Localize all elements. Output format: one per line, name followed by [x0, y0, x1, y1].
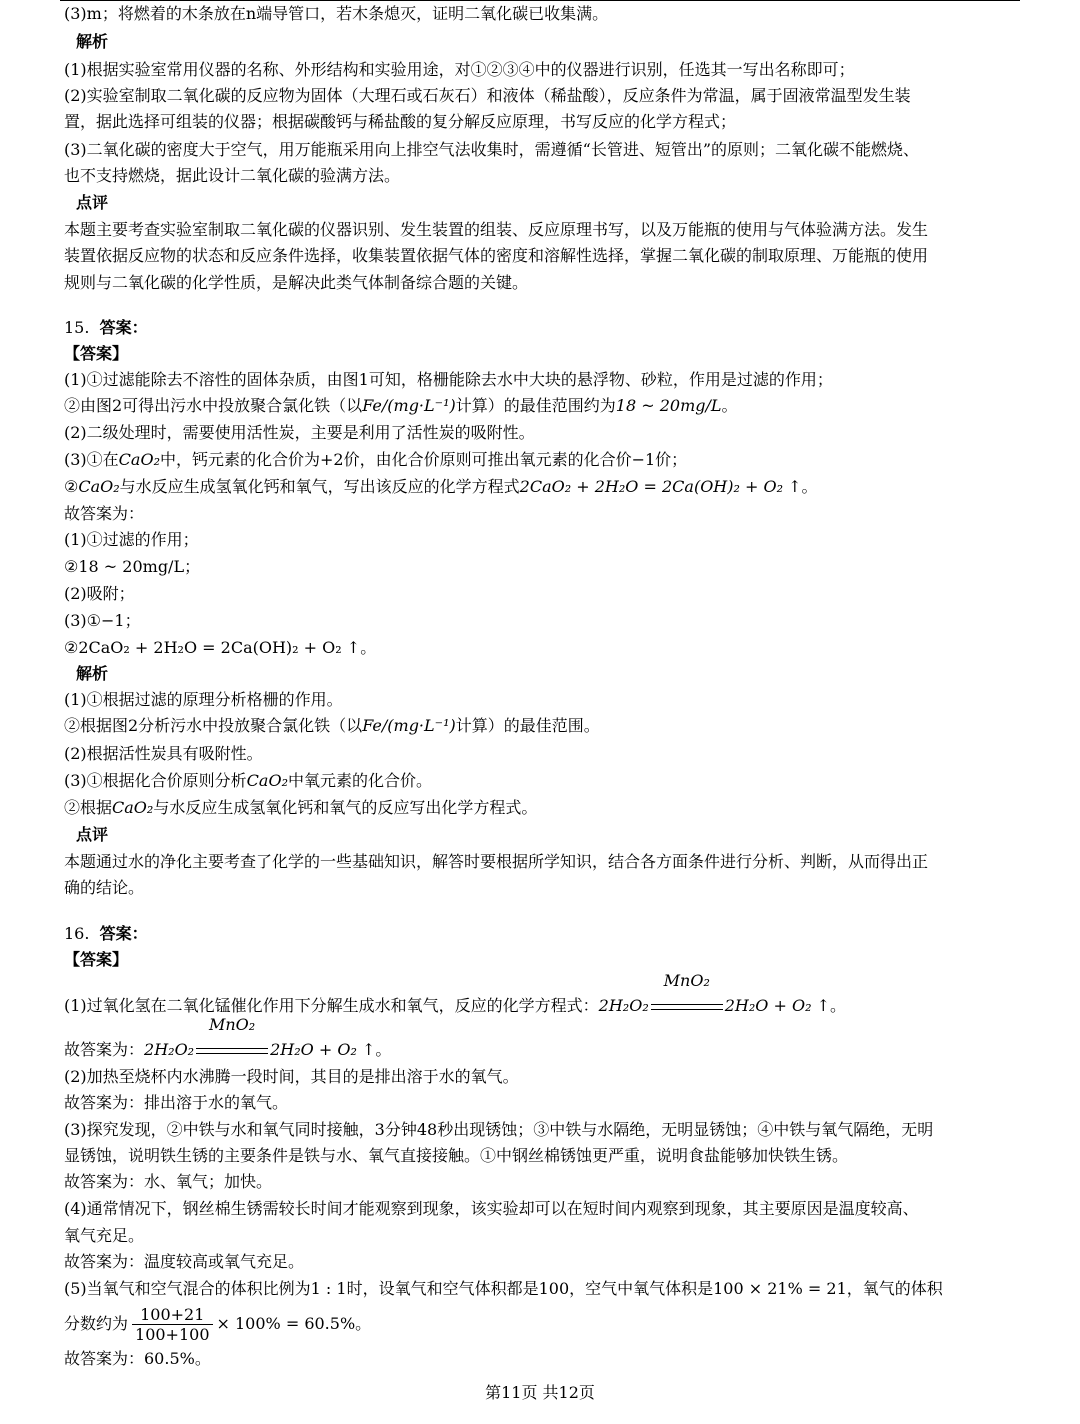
- products: 2H₂O + O₂ ↑: [724, 996, 831, 1015]
- q16-line-7: 故答案为：水、氧气；加快。: [64, 1172, 273, 1191]
- catalyst-label: MnO₂: [663, 970, 710, 990]
- q16-line-3: (2)加热至烧杯内水沸腾一段时间，其目的是排出溶于水的氧气。: [64, 1067, 519, 1086]
- q14-analysis-4: (3)二氧化碳的密度大于空气，用万能瓶采用向上排空气法收集时，需遵循“长管进、短管出”的原则；二氧化碳不能燃烧、: [64, 140, 920, 159]
- q16-line-9: 氧气充足。: [64, 1226, 145, 1245]
- q16-line-1: (1)过氧化氢在二氧化锰催化作用下分解生成水和氧气，反应的化学方程式：2H₂O₂ MnO₂ 2H₂O + O₂ ↑。: [64, 970, 847, 1015]
- q15-title: 答案：: [99, 318, 148, 337]
- best-range: 18 ~ 20mg/L: [615, 396, 722, 415]
- q15-so-answer: 故答案为：: [64, 504, 145, 523]
- fraction: [132, 1305, 212, 1344]
- unit-expression: Fe/(mg·L⁻¹): [362, 716, 456, 735]
- q16-line-4: 故答案为：排出溶于水的氧气。: [64, 1093, 289, 1112]
- catalyst-label: MnO₂: [208, 1014, 256, 1034]
- q15-answer-2: ②18 ~ 20mg/L；: [64, 557, 201, 576]
- q15-line-2: ②由图2可得出污水中投放聚合氯化铁（以Fe/(mg·L⁻¹)计算）的最佳范围约为18 ~ 20mg/L。: [64, 396, 738, 415]
- q15-analysis-3: (2)根据活性炭具有吸附性。: [64, 744, 263, 763]
- q15-analysis-4: (3)①根据化合价原则分析CaO₂中氧元素的化合价。: [64, 771, 432, 790]
- q15-line-4: (3)①在CaO₂中，钙元素的化合价为+2价，由化合价原则可推出氧元素的化合价−1价；: [64, 450, 688, 469]
- q14-analysis-3: 置，据此选择可组装的仪器；根据碳酸钙与稀盐酸的复分解反应原理，书写反应的化学方程式；: [64, 112, 737, 131]
- formula-cao2: CaO₂: [246, 771, 288, 790]
- q16-line-8: (4)通常情况下，钢丝棉生锈需较长时间才能观察到现象，该实验却可以在短时间内观察到现象，其主要原因是温度较高、: [64, 1199, 919, 1218]
- q15-analysis-2: ②根据图2分析污水中投放聚合氯化铁（以Fe/(mg·L⁻¹)计算）的最佳范围。: [64, 716, 600, 735]
- q15-header: [64, 318, 148, 338]
- unit-expression: Fe/(mg·L⁻¹): [362, 396, 456, 415]
- q15-comment-2: 确的结论。: [64, 878, 145, 897]
- q15-line-1: (1)①过滤能除去不溶性的固体杂质，由图1可知，格栅能除去水中大块的悬浮物、砂粒，作用是过滤的作用；: [64, 370, 833, 389]
- q14-comment-2: 装置依据反应物的状态和反应条件选择，收集装置依据气体的密度和溶解性选择，掌握二氧化碳的制取原理、万能瓶的使用: [64, 246, 929, 265]
- fraction-numerator: 100+21: [132, 1305, 212, 1325]
- q16-answer-tag: 【答案】: [64, 950, 129, 969]
- q15-comment-heading: 点评: [76, 825, 109, 844]
- q14-line-3: (3)m；将燃着的木条放在n端导管口，若木条熄灭，证明二氧化碳已收集满。: [64, 4, 609, 23]
- q15-line-3: (2)二级处理时，需要使用活性炭，主要是利用了活性炭的吸附性。: [64, 423, 535, 442]
- q14-analysis-5: 也不支持燃烧，据此设计二氧化碳的验满方法。: [64, 166, 401, 185]
- q14-comment-heading: 点评: [76, 193, 109, 212]
- q15-answer-5: ②2CaO₂ + 2H₂O = 2Ca(OH)₂ + O₂ ↑。: [64, 638, 377, 657]
- q16-number: 16.: [64, 924, 90, 943]
- q16-line-6: 显锈蚀，说明铁生锈的主要条件是铁与水、氧气直接接触。①中钢丝棉锈蚀更严重，说明食盐能够加快铁生锈。: [64, 1146, 849, 1165]
- q16-line-13: 故答案为：60.5%。: [64, 1349, 211, 1368]
- reactant: 2H₂O₂: [144, 1040, 195, 1059]
- q15-analysis-1: (1)①根据过滤的原理分析格栅的作用。: [64, 690, 343, 709]
- q14-analysis-heading: 解析: [76, 32, 109, 51]
- reaction-arrow: [651, 970, 723, 1013]
- reaction-arrow: [196, 1014, 268, 1057]
- formula-cao2: CaO₂: [118, 450, 160, 469]
- q16-line-11: (5)当氧气和空气混合的体积比例为1 : 1时，设氧气和空气体积都是100，空气中氧气体积是100 × 21% = 21，氧气的体积: [64, 1279, 943, 1298]
- q14-analysis-2: (2)实验室制取二氧化碳的反应物为固体（大理石或石灰石）和液体（稀盐酸），反应条件为常温，属于固液常温型发生装: [64, 86, 911, 105]
- formula-cao2: CaO₂: [112, 798, 154, 817]
- q14-analysis-1: (1)根据实验室常用仪器的名称、外形结构和实验用途，对①②③④中的仪器进行识别，任选其一写出名称即可；: [64, 60, 855, 79]
- q15-answer-3: (2)吸附；: [64, 584, 135, 603]
- q15-answer-1: (1)①过滤的作用；: [64, 530, 199, 549]
- q15-number: 15.: [64, 318, 90, 337]
- q15-answer-tag: 【答案】: [64, 344, 129, 363]
- q16-line-10: 故答案为：温度较高或氧气充足。: [64, 1252, 305, 1271]
- chemical-equation: 2CaO₂ + 2H₂O = 2Ca(OH)₂ + O₂ ↑: [519, 477, 802, 496]
- q14-comment-1: 本题主要考查实验室制取二氧化碳的仪器识别、发生装置的组装、反应原理书写，以及万能瓶的使用与气体验满方法。发生: [64, 220, 929, 239]
- q15-comment-1: 本题通过水的净化主要考查了化学的一些基础知识，解答时要根据所学知识，结合各方面条件进行分析、判断，从而得出正: [64, 852, 929, 871]
- q16-line-2: 故答案为：2H₂O₂ MnO₂ 2H₂O + O₂ ↑。: [64, 1014, 392, 1059]
- q15-answer-4: (3)①−1；: [64, 611, 141, 630]
- q15-line-5: ②CaO₂与水反应生成氢氧化钙和氧气，写出该反应的化学方程式2CaO₂ + 2H₂O = 2Ca(OH)₂ + O₂ ↑。: [64, 477, 818, 496]
- formula-cao2: CaO₂: [78, 477, 120, 496]
- products: 2H₂O + O₂ ↑: [270, 1040, 376, 1059]
- q14-comment-3: 规则与二氧化碳的化学性质，是解决此类气体制备综合题的关键。: [64, 273, 529, 292]
- q15-analysis-5: ②根据CaO₂与水反应生成氢氧化钙和氧气的反应写出化学方程式。: [64, 798, 538, 817]
- fraction-denominator: 100+100: [135, 1325, 210, 1344]
- q15-analysis-heading: 解析: [76, 664, 109, 683]
- q16-line-12: 分数约为 $\frac{100+21}{100+100}$ × 100% = 60.5%。: [64, 1305, 372, 1344]
- top-rule: [60, 0, 1020, 1]
- q16-header: [64, 924, 148, 944]
- q16-title: 答案：: [99, 924, 148, 943]
- reactant: 2H₂O₂: [598, 996, 649, 1015]
- q16-line-5: (3)探究发现，②中铁与水和氧气同时接触，3分钟48秒出现锈蚀；③中铁与水隔绝，无明显锈蚀；④中铁与氧气隔绝，无明: [64, 1120, 934, 1139]
- page-footer: 第11页 共12页: [485, 1383, 595, 1402]
